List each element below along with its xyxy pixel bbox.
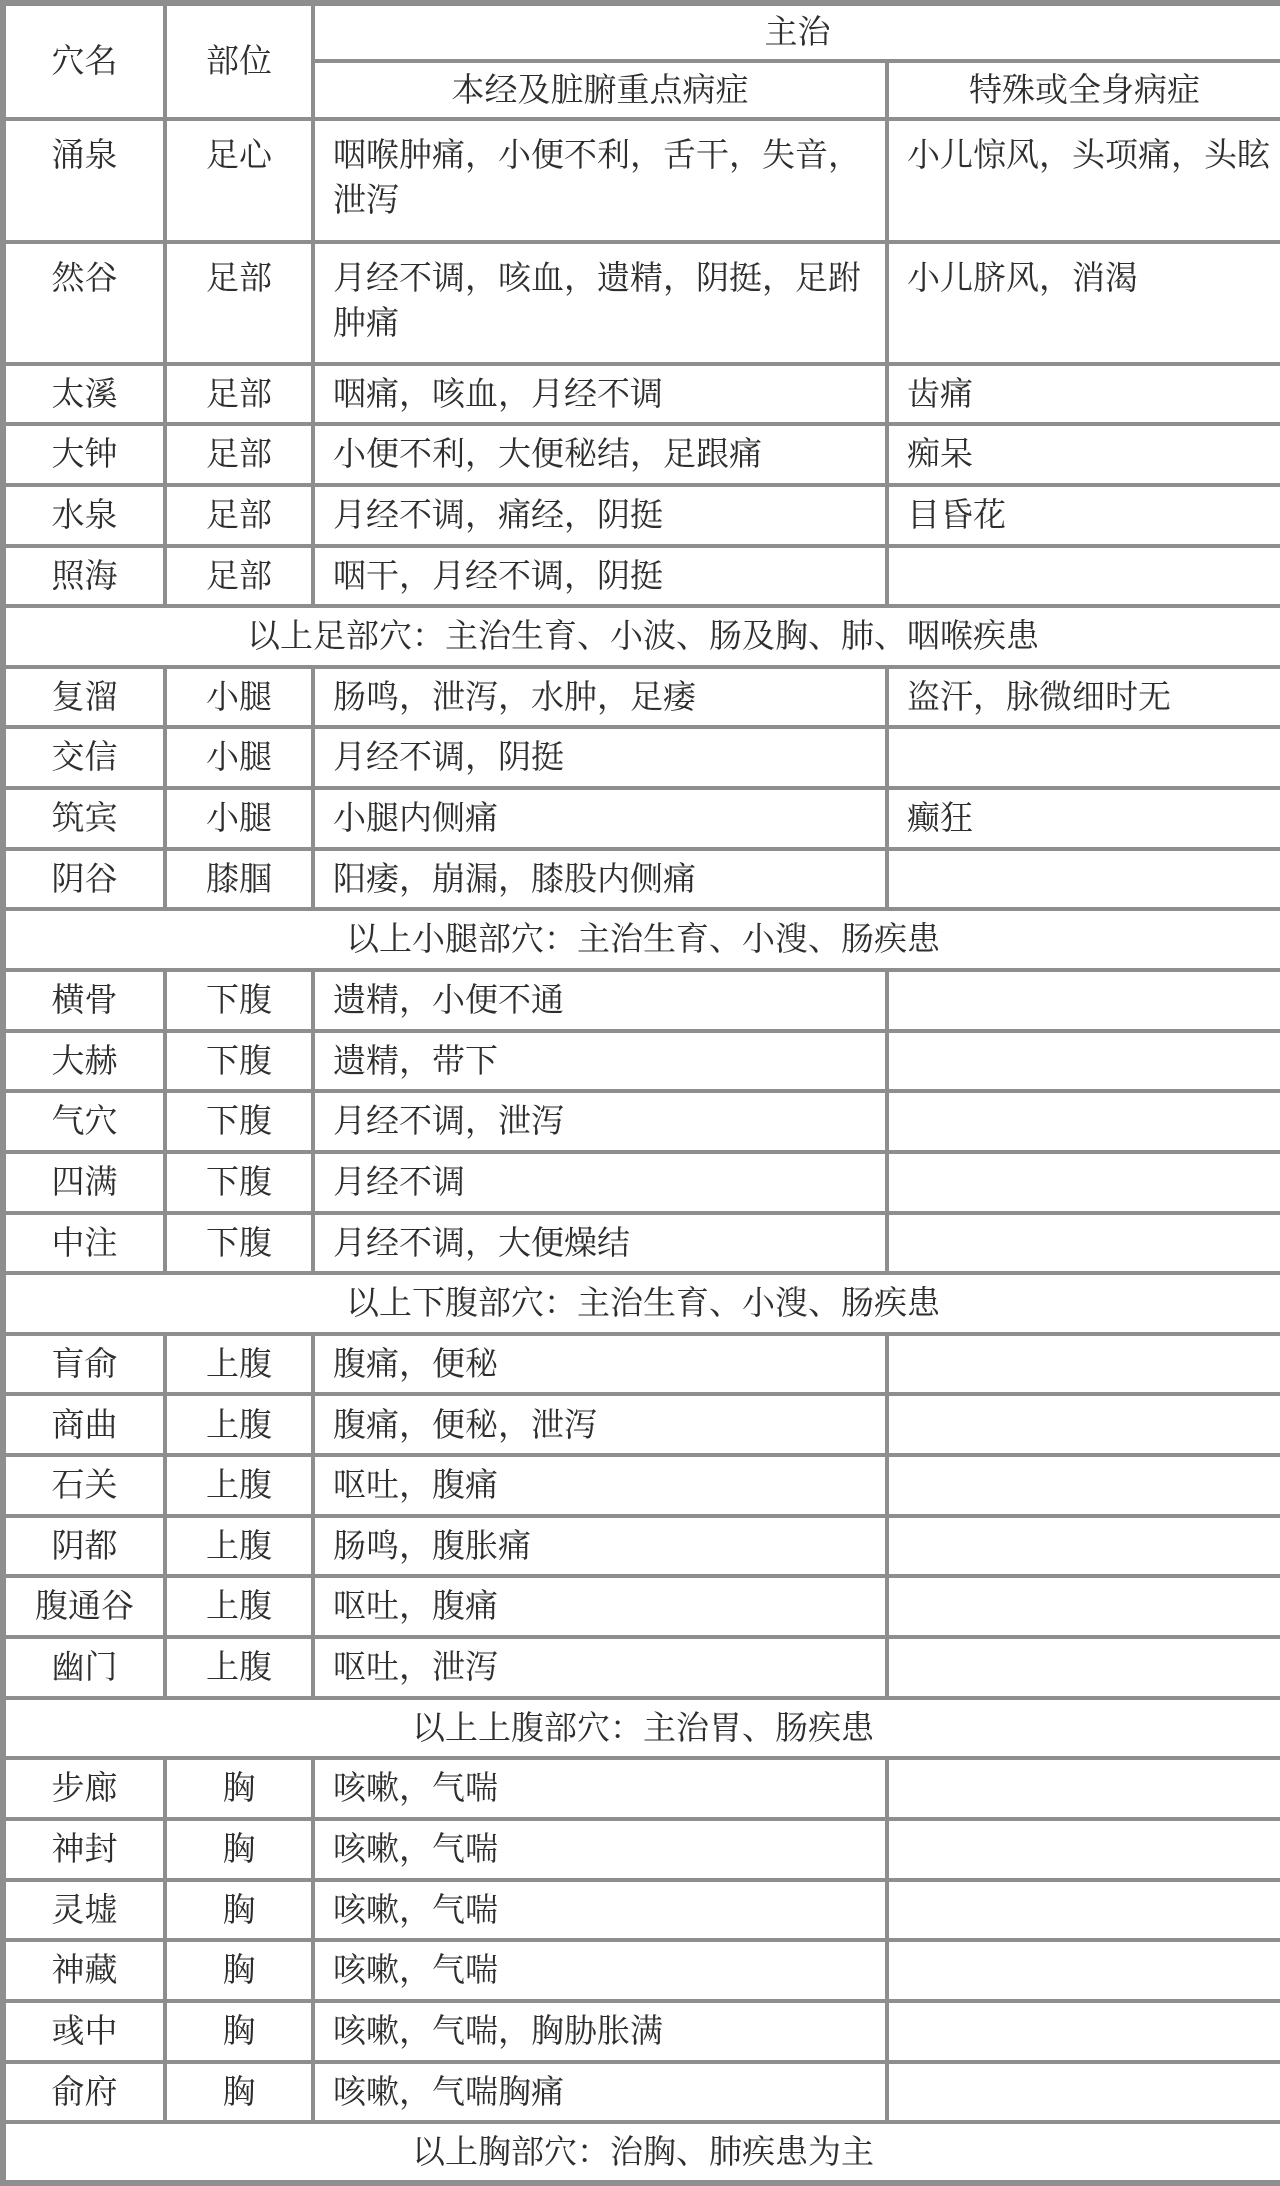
meridian-symptoms-cell: 咳嗽，气喘 — [313, 1940, 887, 2001]
special-symptoms-cell — [887, 1152, 1280, 1213]
location-cell: 上腹 — [165, 1455, 313, 1516]
table-row — [3, 667, 1280, 728]
table-row — [3, 1758, 1280, 1819]
meridian-symptoms-cell: 月经不调，痛经，阴挺 — [313, 485, 887, 546]
meridian-symptoms-cell: 月经不调，阴挺 — [313, 727, 887, 788]
meridian-symptoms-cell: 咽痛，咳血，月经不调 — [313, 364, 887, 425]
meridian-symptoms-cell: 呕吐，腹痛 — [313, 1455, 887, 1516]
table-row — [3, 1516, 1280, 1577]
location-cell: 足部 — [165, 242, 313, 363]
special-symptoms-cell — [887, 727, 1280, 788]
location-cell: 足心 — [165, 119, 313, 242]
table-row — [3, 1152, 1280, 1213]
table-row — [3, 1394, 1280, 1455]
meridian-symptoms-cell: 月经不调 — [313, 1152, 887, 1213]
acupoint-name-cell: 阴谷 — [3, 849, 165, 910]
meridian-symptoms-cell: 咳嗽，气喘，胸胁胀满 — [313, 2001, 887, 2062]
acupoint-name-cell: 大钟 — [3, 424, 165, 485]
table-row — [3, 1576, 1280, 1637]
meridian-symptoms-cell: 腹痛，便秘，泄泻 — [313, 1394, 887, 1455]
table-row — [3, 242, 1280, 363]
location-cell: 足部 — [165, 546, 313, 607]
special-symptoms-cell — [887, 849, 1280, 910]
location-cell: 膝腘 — [165, 849, 313, 910]
location-cell: 下腹 — [165, 1152, 313, 1213]
acupoint-name-cell: 筑宾 — [3, 788, 165, 849]
location-cell: 下腹 — [165, 1213, 313, 1274]
location-cell: 胸 — [165, 1819, 313, 1880]
acupoint-name-cell: 水泉 — [3, 485, 165, 546]
special-symptoms-cell — [887, 1334, 1280, 1395]
group-summary-row — [3, 2122, 1280, 2183]
location-cell: 小腿 — [165, 667, 313, 728]
table-row — [3, 1334, 1280, 1395]
meridian-symptoms-cell: 咳嗽，气喘 — [313, 1819, 887, 1880]
table-row — [3, 2062, 1280, 2123]
group-summary-row — [3, 606, 1280, 667]
table-row — [3, 546, 1280, 607]
meridian-symptoms-cell: 肠鸣，腹胀痛 — [313, 1516, 887, 1577]
location-cell: 上腹 — [165, 1394, 313, 1455]
special-symptoms-cell — [887, 1637, 1280, 1698]
location-cell: 下腹 — [165, 970, 313, 1031]
table-row — [3, 849, 1280, 910]
table-row — [3, 727, 1280, 788]
meridian-symptoms-cell: 咳嗽，气喘 — [313, 1880, 887, 1941]
location-cell: 胸 — [165, 2062, 313, 2123]
group-summary: 以上下腹部穴：主治生育、小溲、肠疾患 — [3, 1273, 1280, 1334]
acupoint-name-cell: 大赫 — [3, 1031, 165, 1092]
table-row — [3, 1940, 1280, 2001]
location-cell: 足部 — [165, 485, 313, 546]
table-row — [3, 1091, 1280, 1152]
table-row — [3, 1880, 1280, 1941]
special-symptoms-cell — [887, 970, 1280, 1031]
acupoint-name-cell: 幽门 — [3, 1637, 165, 1698]
special-symptoms-cell — [887, 546, 1280, 607]
acupoint-name-cell: 然谷 — [3, 242, 165, 363]
acupoint-name-cell: 俞府 — [3, 2062, 165, 2123]
meridian-symptoms-cell: 呕吐，腹痛 — [313, 1576, 887, 1637]
table-row — [3, 485, 1280, 546]
acupoint-name-cell: 中注 — [3, 1213, 165, 1274]
special-symptoms-cell: 癫狂 — [887, 788, 1280, 849]
acupoint-name-cell: 太溪 — [3, 364, 165, 425]
meridian-symptoms-cell: 咽干，月经不调，阴挺 — [313, 546, 887, 607]
acupoint-name-cell: 神藏 — [3, 1940, 165, 2001]
header-name: 穴名 — [3, 3, 165, 119]
location-cell: 足部 — [165, 424, 313, 485]
special-symptoms-cell — [887, 1455, 1280, 1516]
table-row — [3, 119, 1280, 242]
table-row — [3, 1637, 1280, 1698]
table-row — [3, 970, 1280, 1031]
meridian-symptoms-cell: 遗精，小便不通 — [313, 970, 887, 1031]
meridian-symptoms-cell: 咽喉肿痛，小便不利，舌干，失音，泄泻 — [313, 119, 887, 242]
header-meridian: 本经及脏腑重点病症 — [313, 61, 887, 119]
location-cell: 小腿 — [165, 727, 313, 788]
acupoint-name-cell: 交信 — [3, 727, 165, 788]
acupoint-name-cell: 神封 — [3, 1819, 165, 1880]
meridian-symptoms-cell: 月经不调，大便燥结 — [313, 1213, 887, 1274]
meridian-symptoms-cell: 呕吐，泄泻 — [313, 1637, 887, 1698]
acupoint-name-cell: 腹通谷 — [3, 1576, 165, 1637]
location-cell: 下腹 — [165, 1091, 313, 1152]
table-row — [3, 424, 1280, 485]
special-symptoms-cell — [887, 1394, 1280, 1455]
header-treatment: 主治 — [313, 3, 1280, 61]
table-row — [3, 1213, 1280, 1274]
table-row — [3, 788, 1280, 849]
meridian-symptoms-cell: 遗精，带下 — [313, 1031, 887, 1092]
location-cell: 上腹 — [165, 1576, 313, 1637]
meridian-symptoms-cell: 咳嗽，气喘胸痛 — [313, 2062, 887, 2123]
location-cell: 足部 — [165, 364, 313, 425]
meridian-symptoms-cell: 肠鸣，泄泻，水肿，足痿 — [313, 667, 887, 728]
special-symptoms-cell: 目昏花 — [887, 485, 1280, 546]
location-cell: 上腹 — [165, 1637, 313, 1698]
special-symptoms-cell — [887, 1819, 1280, 1880]
meridian-symptoms-cell: 小便不利，大便秘结，足跟痛 — [313, 424, 887, 485]
special-symptoms-cell — [887, 1940, 1280, 2001]
special-symptoms-cell — [887, 1880, 1280, 1941]
table-row — [3, 1031, 1280, 1092]
group-summary: 以上小腿部穴：主治生育、小溲、肠疾患 — [3, 909, 1280, 970]
special-symptoms-cell — [887, 1213, 1280, 1274]
location-cell: 胸 — [165, 2001, 313, 2062]
location-cell: 上腹 — [165, 1516, 313, 1577]
special-symptoms-cell: 小儿惊风，头项痛，头眩 — [887, 119, 1280, 242]
table-row — [3, 364, 1280, 425]
location-cell: 小腿 — [165, 788, 313, 849]
special-symptoms-cell — [887, 1031, 1280, 1092]
acupoint-name-cell: 照海 — [3, 546, 165, 607]
group-summary: 以上胸部穴：治胸、肺疾患为主 — [3, 2122, 1280, 2183]
special-symptoms-cell: 齿痛 — [887, 364, 1280, 425]
location-cell: 胸 — [165, 1880, 313, 1941]
meridian-symptoms-cell: 小腿内侧痛 — [313, 788, 887, 849]
meridian-symptoms-cell: 月经不调，泄泻 — [313, 1091, 887, 1152]
location-cell: 胸 — [165, 1940, 313, 2001]
table-row — [3, 1455, 1280, 1516]
special-symptoms-cell: 小儿脐风，消渴 — [887, 242, 1280, 363]
acupoint-name-cell: 涌泉 — [3, 119, 165, 242]
acupoint-name-cell: 复溜 — [3, 667, 165, 728]
group-summary: 以上上腹部穴：主治胃、肠疾患 — [3, 1698, 1280, 1759]
group-summary-row — [3, 1273, 1280, 1334]
meridian-symptoms-cell: 腹痛，便秘 — [313, 1334, 887, 1395]
group-summary-row — [3, 1698, 1280, 1759]
special-symptoms-cell — [887, 1091, 1280, 1152]
group-summary: 以上足部穴：主治生育、小波、肠及胸、肺、咽喉疾患 — [3, 606, 1280, 667]
acupoint-name-cell: 石关 — [3, 1455, 165, 1516]
acupoint-name-cell: 灵墟 — [3, 1880, 165, 1941]
location-cell: 下腹 — [165, 1031, 313, 1092]
acupoint-name-cell: 彧中 — [3, 2001, 165, 2062]
meridian-symptoms-cell: 月经不调，咳血，遗精，阴挺，足跗肿痛 — [313, 242, 887, 363]
meridian-symptoms-cell: 阳痿，崩漏，膝股内侧痛 — [313, 849, 887, 910]
acupoint-name-cell: 阴都 — [3, 1516, 165, 1577]
header-special: 特殊或全身病症 — [887, 61, 1280, 119]
acupoint-name-cell: 肓俞 — [3, 1334, 165, 1395]
special-symptoms-cell — [887, 1758, 1280, 1819]
location-cell: 上腹 — [165, 1334, 313, 1395]
table-row — [3, 1819, 1280, 1880]
group-summary-row — [3, 909, 1280, 970]
meridian-symptoms-cell: 咳嗽，气喘 — [313, 1758, 887, 1819]
special-symptoms-cell — [887, 2001, 1280, 2062]
acupoint-name-cell: 气穴 — [3, 1091, 165, 1152]
header-location: 部位 — [165, 3, 313, 119]
acupoint-name-cell: 横骨 — [3, 970, 165, 1031]
location-cell: 胸 — [165, 1758, 313, 1819]
table-row — [3, 2001, 1280, 2062]
special-symptoms-cell: 盗汗，脉微细时无 — [887, 667, 1280, 728]
acupoint-name-cell: 商曲 — [3, 1394, 165, 1455]
special-symptoms-cell — [887, 1576, 1280, 1637]
acupoint-name-cell: 四满 — [3, 1152, 165, 1213]
header-row-top — [3, 3, 1280, 61]
special-symptoms-cell — [887, 2062, 1280, 2123]
table-body — [3, 119, 1280, 2183]
special-symptoms-cell: 痴呆 — [887, 424, 1280, 485]
special-symptoms-cell — [887, 1516, 1280, 1577]
acupoint-name-cell: 步廊 — [3, 1758, 165, 1819]
